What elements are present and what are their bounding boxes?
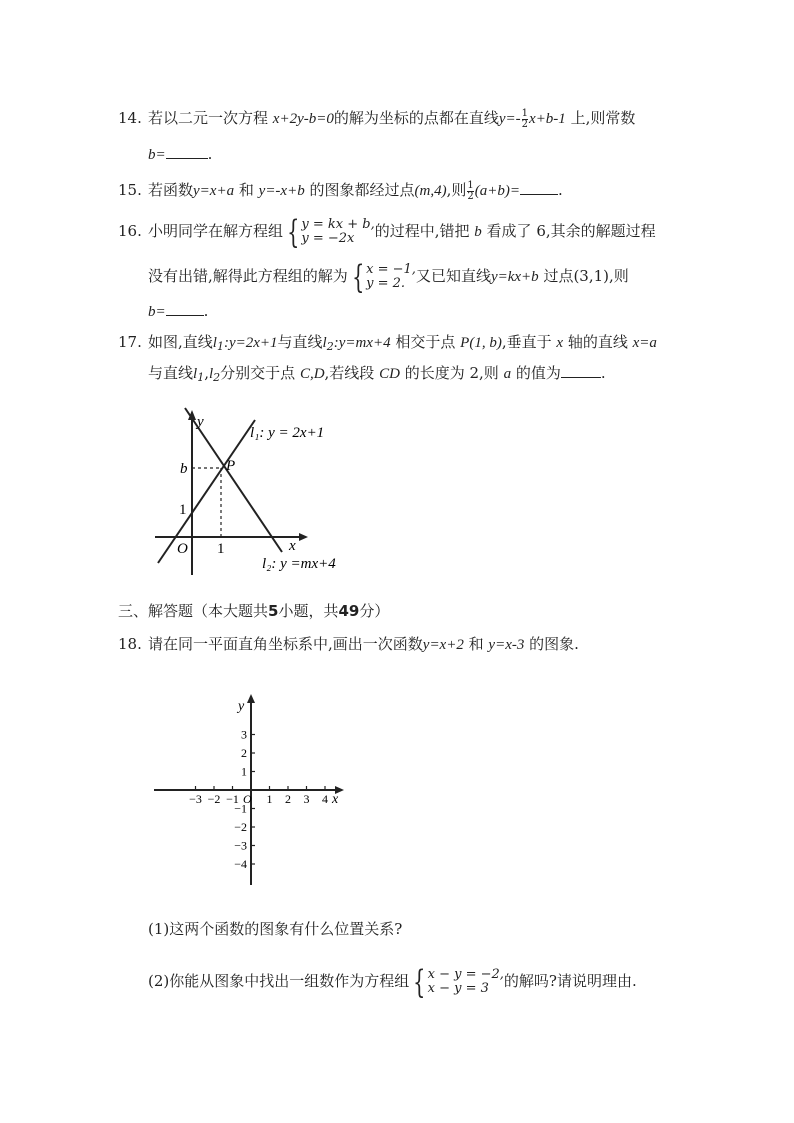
question-number: 15.: [118, 181, 142, 199]
x-axis-label: x: [289, 538, 296, 554]
equation-system: { x − y = −2, x − y = 3: [413, 963, 504, 1001]
origin-label: O: [177, 541, 188, 557]
question-16-line-2: 没有出错,解得此方程组的解为 { x = −1, y = 2. 又已知直线y=kx+b 过点(3,1),则: [148, 258, 629, 296]
y-tick-label: 2: [241, 746, 247, 760]
question-number: 14.: [118, 109, 142, 127]
question-number: 18.: [118, 635, 142, 653]
x-tick-label: 3: [303, 792, 310, 806]
answer-blank[interactable]: [166, 301, 204, 316]
x-tick-label: −3: [189, 792, 202, 806]
y-tick-label: −3: [234, 838, 247, 853]
section-3-heading: 三、解答题（本大题共5小题，共49分）: [118, 602, 390, 620]
x-axis-label: x: [332, 792, 339, 807]
answer-blank[interactable]: [561, 363, 601, 378]
fraction: $\frac{1}{2}$: [467, 179, 474, 202]
x-one-label: 1: [217, 541, 225, 557]
x-axis-arrow: [299, 533, 308, 541]
x-tick-label: 2: [285, 792, 291, 806]
q18-coordinate-grid[interactable]: [150, 690, 350, 890]
y-tick-label: 1: [241, 764, 247, 779]
y-tick-label: −1: [234, 801, 247, 816]
fraction: $\frac{1}{2}$: [521, 107, 529, 130]
x-tick-label: 4: [322, 792, 328, 806]
y-tick-label: −2: [234, 820, 247, 834]
question-18-part-1: (1)这两个函数的图象有什么位置关系?: [148, 920, 403, 938]
answer-blank[interactable]: [520, 180, 558, 195]
answer-blank[interactable]: [166, 144, 208, 159]
y-tick-label: 3: [241, 727, 247, 742]
question-number: 17.: [118, 333, 142, 351]
question-16-answer-line: b= .: [148, 302, 209, 320]
y-tick-label: −4: [234, 857, 247, 871]
y-axis-label: y: [238, 699, 245, 714]
question-14-answer-line: b= .: [148, 145, 213, 163]
question-18-part-2: (2)你能从图象中找出一组数作为方程组 { x − y = −2, x − y = 3 的解吗?请说明理由.: [148, 963, 637, 1001]
y-one-label: 1: [179, 502, 187, 518]
question-14: 14. 若以二元一次方程 x+2y-b=0的解为坐标的点都在直线y=- $\frac{1}{2}$ x+b-1 上,则常数: [118, 107, 636, 130]
origin-label: O: [243, 792, 252, 806]
x-tick-label: −1: [226, 792, 239, 806]
l2-label: l₂: y =mx+4: [262, 556, 336, 572]
question-17-line-2: 与直线$l_1,l_2$分别交于点 C,D,若线段 CD 的长度为 2,则 a 的值为 .: [148, 364, 606, 384]
y-axis-label: y: [197, 414, 204, 430]
q17-figure: [150, 400, 360, 580]
question-16: 16. 小明同学在解方程组 { y = kx + b, y = −2x 的过程中,错把 b 看成了 6,其余的解题过程: [118, 213, 656, 251]
b-label: b: [180, 461, 188, 477]
question-15: 15. 若函数y=x+a 和 y=-x+b 的图象都经过点(m,4),则 $\frac{1}{2}$ (a+b)= .: [118, 179, 563, 202]
question-number: 16.: [118, 222, 142, 240]
l1-label: l₁: y = 2x+1: [250, 425, 325, 441]
question-18: 18. 请在同一平面直角坐标系中,画出一次函数y=x+2 和 y=x-3 的图象.: [118, 635, 579, 653]
equation-system: { y = kx + b, y = −2x: [287, 213, 375, 251]
point-p-label: P: [226, 458, 236, 474]
question-17: 17. 如图,直线$l_1:y=2x+1$与直线$l_2:y=mx+4$ 相交于点 P(1, b),垂直于 x 轴的直线 x=a: [118, 333, 657, 353]
y-axis-arrow: [247, 694, 255, 703]
x-tick-label: −2: [207, 792, 221, 806]
equation-system: { x = −1, y = 2.: [351, 258, 416, 296]
x-tick-label: 1: [266, 792, 273, 806]
